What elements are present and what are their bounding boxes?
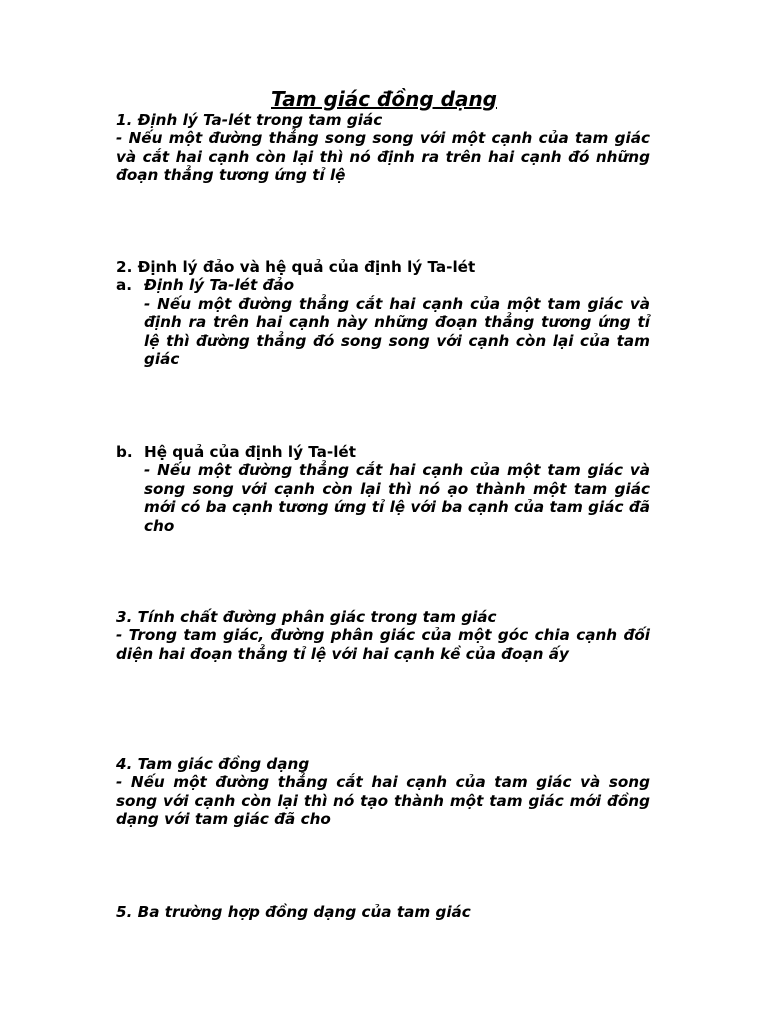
section-3 <box>116 608 650 663</box>
section-5 <box>116 903 650 921</box>
section-1-heading: 1. Định lý Ta-lét trong tam giác <box>116 111 383 129</box>
section-2b <box>116 443 650 535</box>
section-3-heading: 3. Tính chất đường phân giác trong tam giác <box>116 608 497 626</box>
section-2b-heading-row <box>116 443 650 461</box>
section-2b-heading: Hệ quả của định lý Ta-lét <box>144 443 356 461</box>
section-1 <box>116 111 650 185</box>
section-2 <box>116 258 650 368</box>
section-4-body: - Nếu một đường thẳng cắt hai cạnh của tam giác và song song với cạnh còn lại thì nó tạo thành một tam giác mới đồng dạng với tam giác đã cho <box>116 773 650 829</box>
section-2-heading: 2. Định lý đảo và hệ quả của định lý Ta-lét <box>116 258 476 276</box>
section-2a-body: - Nếu một đường thẳng cắt hai cạnh của một tam giác và định ra trên hai cạnh này những đoạn thẳng tương ứng tỉ lệ thì đường thẳng đó song song với cạnh còn lại của tam giác <box>144 294 650 369</box>
section-2a-marker: a. <box>116 276 133 295</box>
section-1-body: - Nếu một đường thẳng song song với một cạnh của tam giác và cắt hai cạnh còn lại thì nó định ra trên hai cạnh đó những đoạn thẳng tương ứng tỉ lệ <box>116 129 650 185</box>
document-title: Tam giác đồng dạng <box>271 87 497 111</box>
section-2a-heading: Định lý Ta-lét đảo <box>144 276 295 295</box>
section-4-heading: 4. Tam giác đồng dạng <box>116 755 310 773</box>
section-5-heading: 5. Ba trường hợp đồng dạng của tam giác <box>116 903 471 921</box>
section-2a-heading-row <box>116 276 650 294</box>
section-2b-marker: b. <box>116 443 133 461</box>
section-3-body: - Trong tam giác, đường phân giác của một góc chia cạnh đối diện hai đoạn thẳng tỉ lệ với hai cạnh kề của đoạn ấy <box>116 626 650 663</box>
section-2b-body: - Nếu một đường thẳng cắt hai cạnh của một tam giác và song song với cạnh còn lại thì nó ạo thành một tam giác mới có ba cạnh tương ứng tỉ lệ với ba cạnh của tam giác đã cho <box>144 461 650 535</box>
section-4 <box>116 755 650 829</box>
